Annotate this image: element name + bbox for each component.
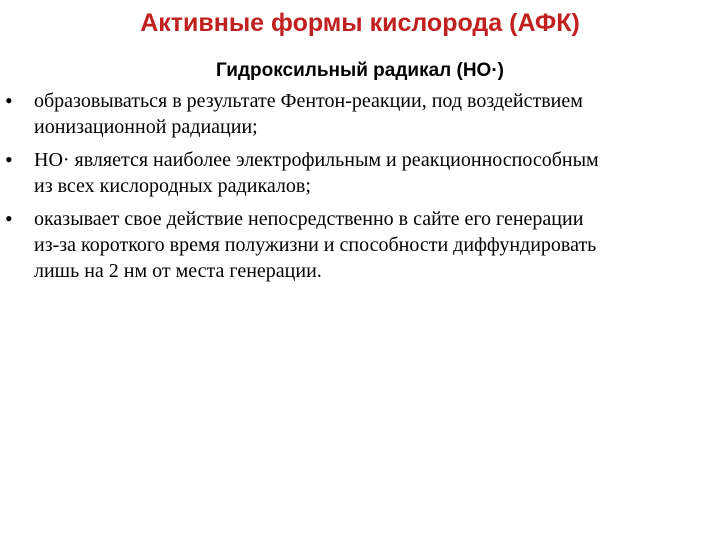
bullet-text-line: НО· является наиболее электрофильным и реакционноспособным [34,149,599,171]
bullet-text-line: ионизационной радиации; [34,116,258,138]
bullet-text-line: из всех кислородных радикалов; [34,175,311,197]
bullet-marker: • [5,206,13,231]
bullet-item-action-site [0,206,720,284]
bullet-text-line: из-за короткого время полужизни и способности диффундировать [34,234,597,256]
bullet-marker: • [5,147,13,172]
bullet-text-line: оказывает свое действие непосредственно в сайте его генерации [34,208,584,230]
slide-subtitle: Гидроксильный радикал (НО·) [216,60,504,81]
bullet-marker: • [5,88,13,113]
bullet-item-electrophilic [0,147,720,199]
bullet-text-line: лишь на 2 нм от места генерации. [34,260,322,282]
bullet-text-line: образовываться в результате Фентон-реакции, под воздействием [34,90,583,112]
slide-title: Активные формы кислорода (АФК) [140,9,580,37]
bullet-item-fenton [0,88,720,140]
bullet-list [0,88,720,291]
